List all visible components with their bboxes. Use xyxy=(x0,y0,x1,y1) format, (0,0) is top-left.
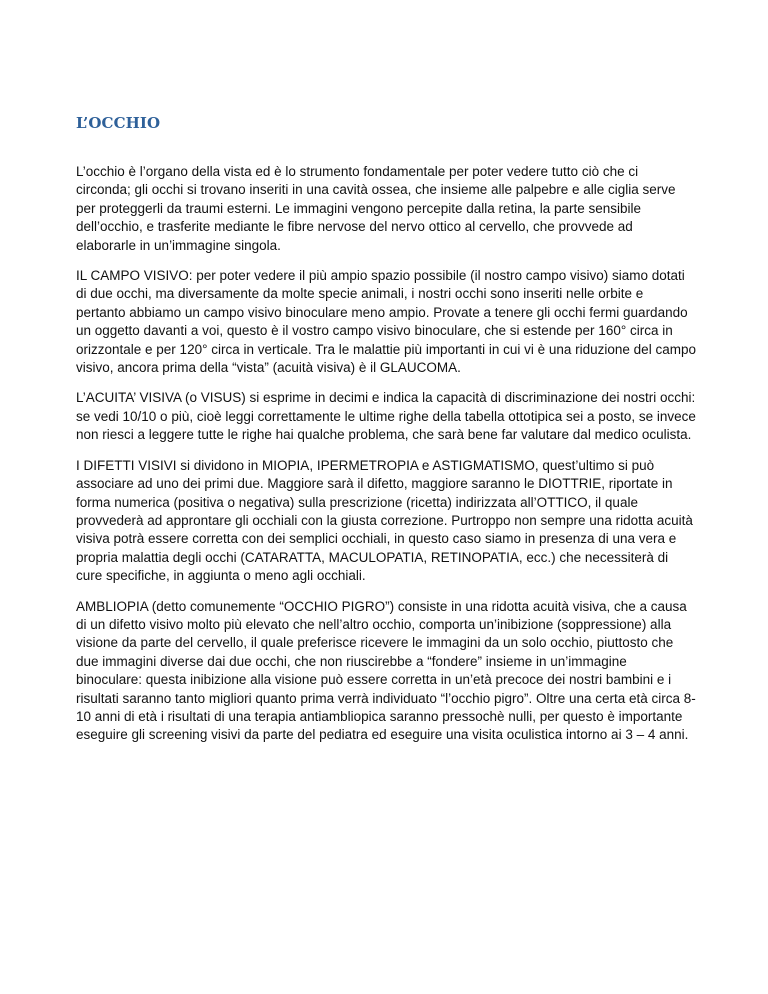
document-body xyxy=(76,163,696,757)
paragraph-difetti-visivi: I DIFETTI VISIVI si dividono in MIOPIA, IPERMETROPIA e ASTIGMATISMO, quest’ultimo si può associare ad uno dei primi due. Maggiore sarà il difetto, maggiore saranno le DIOTTRIE, riportate in forma numerica (positiva o negativa) sulla prescrizione (ricetta) indirizzata all’OTTICO, il quale provvederà ad approntare gli occhiali con la giusta correzione. Purtroppo non sempre una ridotta acuità visiva potrà essere corretta con dei semplici occhiali, in questo caso siamo in presenza di una vera e propria malattia degli occhi (CATARATTA, MACULOPATIA, RETINOPATIA, ecc.) che necessiterà di cure specifiche, in aggiunta o meno agli occhiali. xyxy=(76,457,693,584)
document-title: L’OCCHIO xyxy=(76,114,161,132)
paragraph-campo-visivo: IL CAMPO VISIVO: per poter vedere il più ampio spazio possibile (il nostro campo visivo) siamo dotati di due occhi, ma diversamente da molte specie animali, i nostri occhi sono inseriti nelle orbite e pertanto abbiamo un campo visivo binoculare meno ampio. Provate a tenere gli occhi fermi guardando un oggetto davanti a voi, questo è il vostro campo visivo binoculare, che si estende per 160° circa in orizzontale e per 120° circa in verticale. Tra le malattie più importanti in cui vi è una riduzione del campo visivo, ancora prima della “vista” (acuità visiva) è il GLAUCOMA. xyxy=(76,268,696,376)
paragraph-acuita-visiva: L’ACUITA’ VISIVA (o VISUS) si esprime in decimi e indica la capacità di discriminazione dei nostri occhi: se vedi 10/10 o più, cioè leggi correttamente le ultime righe della tabella ottotipica sei a posto, se invece non riesci a leggere tutte le righe hai qualche problema, che sarà bene far valutare dal medico oculista. xyxy=(76,390,696,443)
paragraph-ambliopia: AMBLIOPIA (detto comunemente “OCCHIO PIGRO”) consiste in una ridotta acuità visiva, che a causa di un difetto visivo molto più elevato che nell’altro occhio, comporta un’inibizione (soppressione) alla visione da parte del cervello, il quale preferisce ricevere le immagini da un solo occhio, piuttosto che due immagini diverse dai due occhi, che non riuscirebbe a “fondere” insieme in un’immagine binoculare: questa inibizione alla visione può essere corretta in un’età precoce dei nostri bambini e i risultati saranno tanto migliori quanto prima verrà individuato “l’occhio pigro”. Oltre una certa età circa 8-10 anni di età i risultati di una terapia antiambliopica saranno pressochè nulli, per questo è importante eseguire gli screening visivi da parte del pediatra ed eseguire una visita oculistica intorno ai 3 – 4 anni. xyxy=(76,598,696,743)
paragraph-intro: L’occhio è l’organo della vista ed è lo strumento fondamentale per poter vedere tutto ciò che ci circonda; gli occhi si trovano inseriti in una cavità ossea, che insieme alle palpebre e alle ciglia serve per proteggerli da traumi esterni. Le immagini vengono percepite dalla retina, la parte sensibile dell’occhio, e trasferite mediante le fibre nervose del nervo ottico al cervello, che provvede ad elaborarle in un’immagine singola. xyxy=(76,164,676,253)
